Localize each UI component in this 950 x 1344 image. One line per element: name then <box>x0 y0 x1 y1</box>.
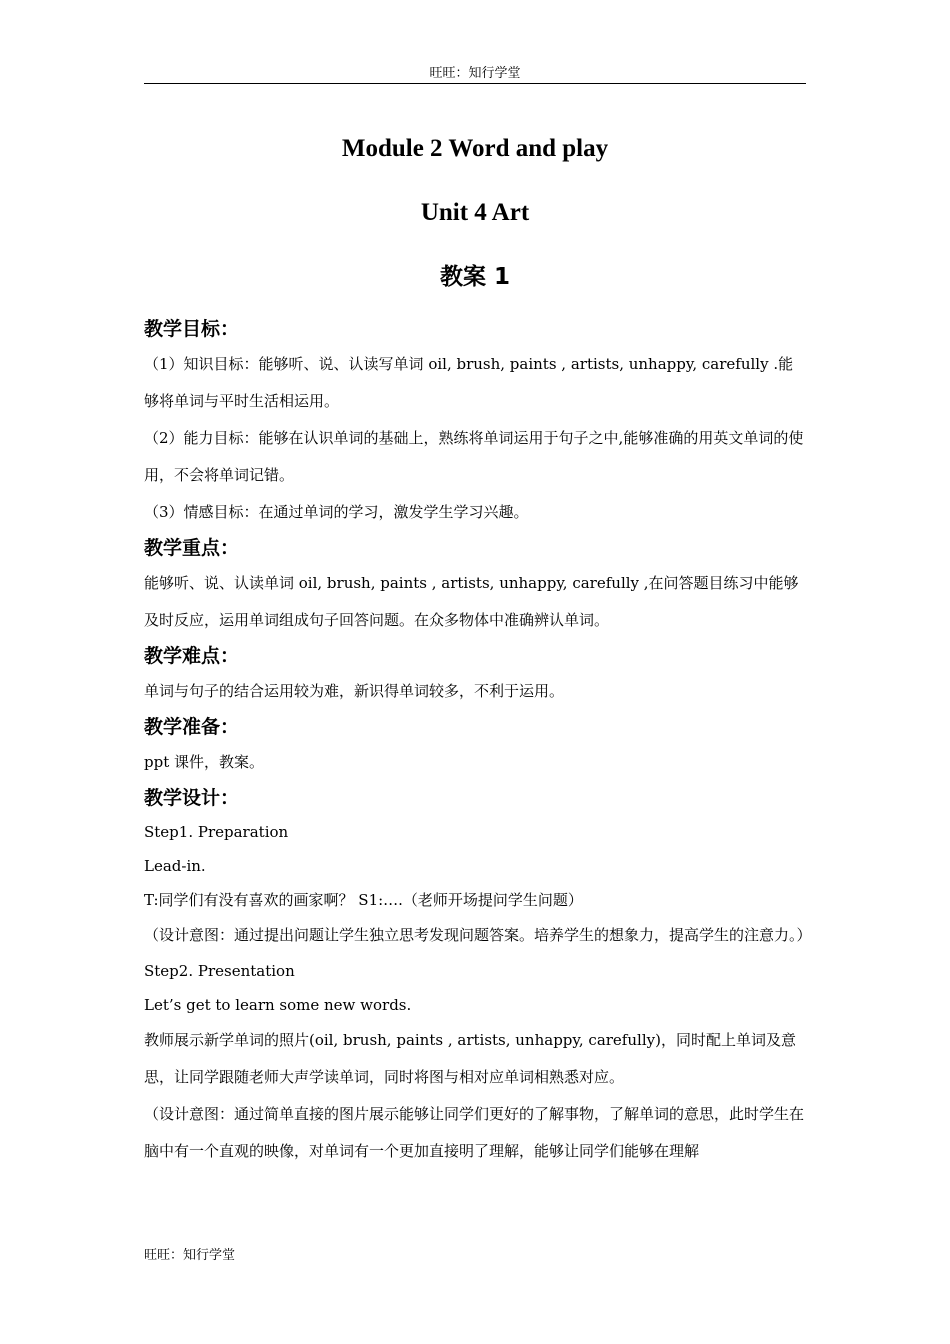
teacher-question: T:同学们有没有喜欢的画家啊？ S1:….（老师开场提问学生问题） <box>144 891 583 909</box>
difficulties-heading: 教学难点： <box>144 645 240 667</box>
goal-ability: （2）能力目标：能够在认识单词的基础上，熟练将单词运用于句子之中,能够准确的用英文单词的使用，不会将单词记错。 <box>144 429 804 484</box>
lets-learn-text: Let’s get to learn some new words. <box>144 996 412 1014</box>
goal-knowledge: （1）知识目标：能够听、说、认读写单词 oil, brush, paints , artists, unhappy, carefully .能够将单词与平时生活相运用。 <box>144 355 794 410</box>
key-points-heading: 教学重点： <box>144 537 240 559</box>
show-words-text: 教师展示新学单词的照片(oil, brush, paints , artists, unhappy, carefully)，同时配上单词及意思，让同学跟随老师大声学读单词，同时将图与相对应单词相熟悉对应。 <box>144 1031 796 1086</box>
leadin-label: Lead-in. <box>144 857 206 875</box>
lesson-title: 教案 1 <box>439 264 510 290</box>
step1-label: Step1. Preparation <box>144 823 289 841</box>
design-intent-2: （设计意图：通过简单直接的图片展示能够让同学们更好的了解事物，了解单词的意思，此时学生在脑中有一个直观的映像，对单词有一个更加直接明了理解，能够让同学们能够在理解 <box>144 1105 805 1160</box>
goal-emotion: （3）情感目标：在通过单词的学习，激发学生学习兴趣。 <box>144 503 529 521</box>
header-rule <box>144 83 806 84</box>
page-footer: 旺旺：知行学堂 <box>144 1248 236 1263</box>
module-title: Module 2 Word and play <box>341 135 609 162</box>
page-header: 旺旺：知行学堂 <box>429 66 521 81</box>
document-body <box>144 312 812 1170</box>
step2-label: Step2. Presentation <box>144 962 295 980</box>
design-intent-1: （设计意图：通过提出问题让学生独立思考发现问题答案。培养学生的想象力，提高学生的注意力。） <box>144 926 812 944</box>
preparation-heading: 教学准备： <box>144 716 240 738</box>
key-points-text: 能够听、说、认读单词 oil, brush, paints , artists, unhappy, carefully ,在问答题目练习中能够及时反应，运用单词组成句子回答问题。在众多物体中准确辨认单词。 <box>144 574 799 629</box>
design-heading: 教学设计： <box>144 787 240 809</box>
goals-heading: 教学目标： <box>144 318 240 340</box>
unit-title: Unit 4 Art <box>420 199 530 226</box>
preparation-text: ppt 课件，教案。 <box>144 753 265 771</box>
difficulties-text: 单词与句子的结合运用较为难，新识得单词较多，不利于运用。 <box>144 682 565 700</box>
